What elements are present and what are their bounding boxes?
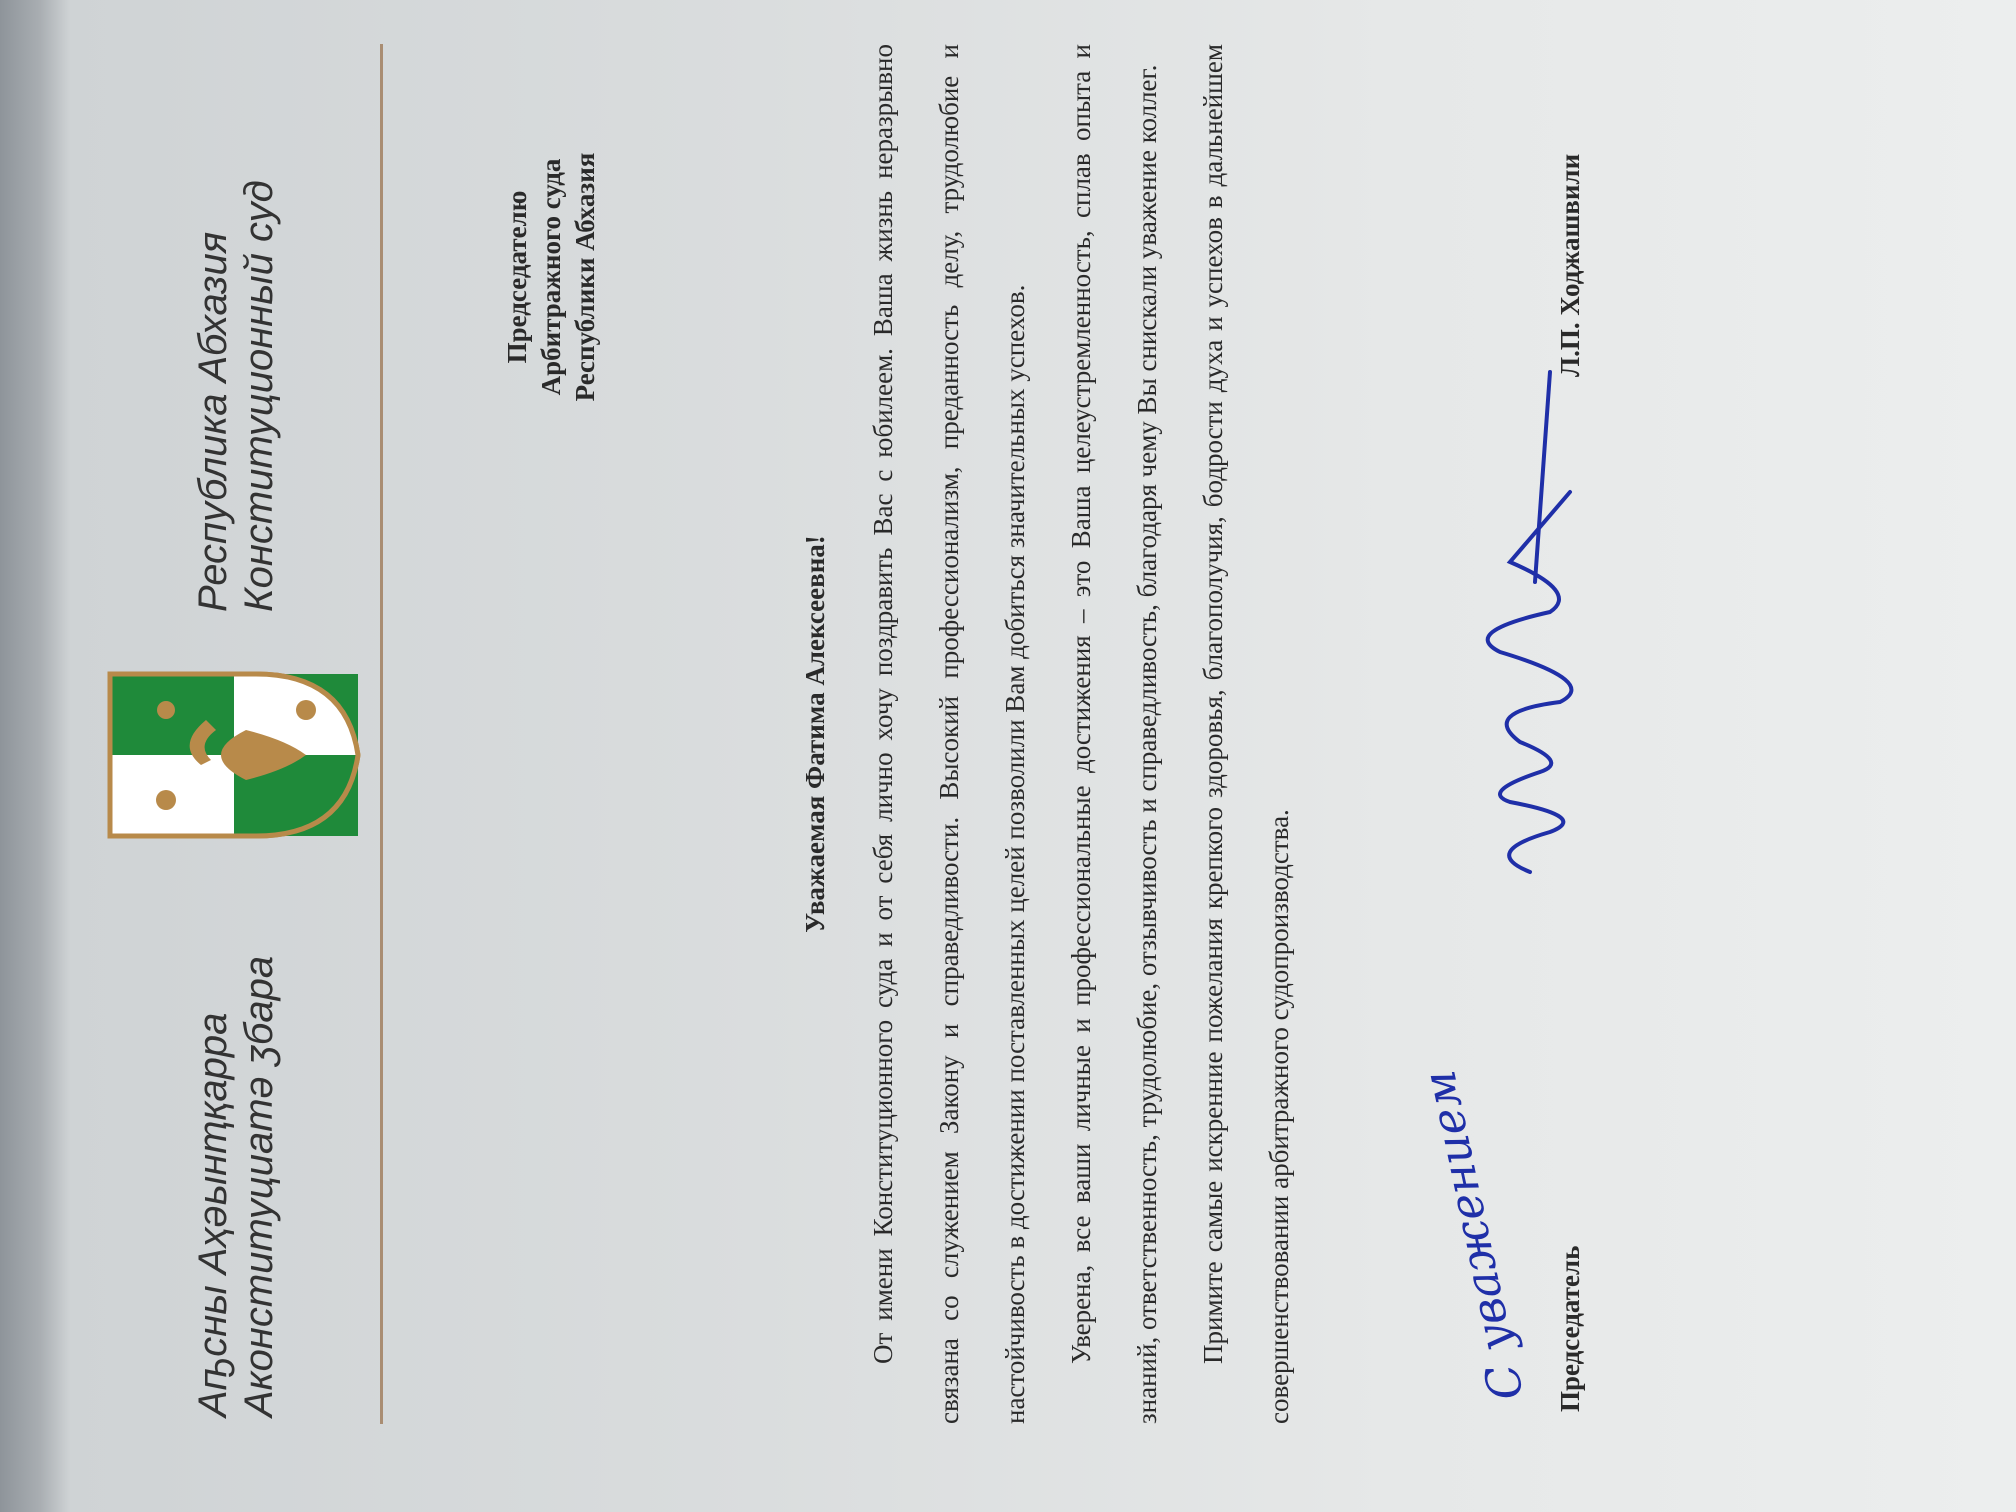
signer-role: Председатель <box>1555 1245 1585 1412</box>
coat-of-arms-emblem <box>106 670 362 840</box>
header-left-line1: Аҧсны Аҳәынҭқарра <box>191 1012 235 1417</box>
handwritten-signature <box>1440 352 1620 912</box>
signer-name: Л.П. Ходжашвили <box>1555 153 1585 377</box>
paragraph: Уверена, все ваши личные и профессиональные достижения – это Ваша целеустремленность, сплав опыта и знаний, ответственность, трудолюбие, отзывчивость и справедливость, благодаря чему Вы снискали уважение коллег. <box>1066 44 1162 1424</box>
header-left-line2: Аконституциатә ӡбара <box>237 955 281 1417</box>
addressee-line3: Республики Абхазия <box>570 152 600 402</box>
paragraph: От имени Конституционного суда и от себя лично хочу поздравить Вас с юбилеем. Ваша жизнь неразрывно связана со служением Закону и справедливости. Высокий профессионализм, преданность делу, трудолюбие и настойчивость в достижении поставленных целей позволили Вам добиться значительных успехов. <box>868 44 1030 1424</box>
header-right-line2: Конституционный суд <box>237 180 281 612</box>
header-left <box>190 857 282 1417</box>
header-divider <box>380 44 383 1424</box>
greeting: Уважаемая Фатима Алексеевна! <box>800 535 830 933</box>
handwritten-regards: С уважением <box>1411 1065 1534 1406</box>
addressee-block <box>500 42 602 512</box>
header-right <box>190 52 282 612</box>
addressee-line2: Арбитражного суда <box>536 158 566 396</box>
paragraph: Примите самые искренние пожелания крепкого здоровья, благополучия, бодрости духа и успехов в дальнейшем совершенствовании арбитражного судопроизводства. <box>1198 44 1294 1424</box>
header-right-line1: Республика Абхазия <box>191 231 235 612</box>
letter-body <box>850 44 1312 1424</box>
addressee-line1: Председателю <box>502 190 532 364</box>
